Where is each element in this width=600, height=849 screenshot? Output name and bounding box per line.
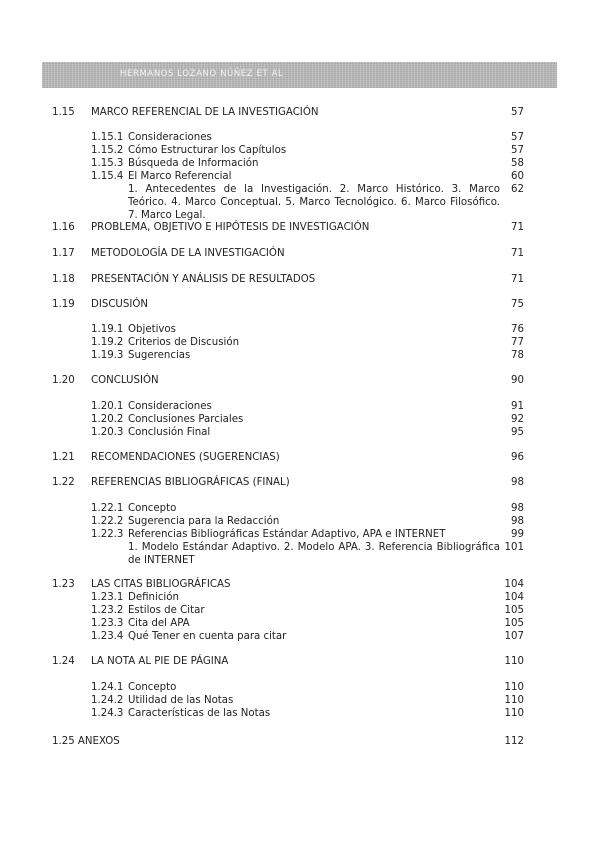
subsection-page: 60: [511, 171, 524, 182]
subsection-description: 1. Modelo Estándar Adaptivo. 2. Modelo APA. 3. Referencia Bibliográfica de INTERNET: [128, 542, 500, 566]
subsection-page: 110: [504, 708, 524, 719]
subsection-description: 1. Antecedentes de la Investigación. 2. Marco Histórico. 3. Marco Teórico. 4. Marco Conceptual. 5. Marco Tecnológico. 6. Marco Filosófico. 7. Marco Legal.: [128, 184, 500, 221]
running-head: HERMANOS LOZANO NÚÑEZ ET AL: [120, 69, 284, 79]
subsection-page: 91: [511, 401, 524, 412]
subsection-number: 1.23.1: [91, 592, 124, 603]
section-page: 110: [504, 656, 524, 667]
subsection-number: 1.19.1: [91, 324, 124, 335]
section-title: PROBLEMA, OBJETIVO E HIPÓTESIS DE INVESTIGACIÓN: [91, 222, 370, 233]
subsection-number: 1.22.3: [91, 529, 124, 540]
section-page: 104: [504, 579, 524, 590]
subsection-number: 1.15.4: [91, 171, 124, 182]
subsection-title: Utilidad de las Notas: [128, 695, 234, 706]
section-page: 90: [511, 375, 524, 386]
subsection-title: Referencias Bibliográficas Estándar Adaptivo, APA e INTERNET: [128, 529, 446, 540]
section-title: PRESENTACIÓN Y ANÁLISIS DE RESULTADOS: [91, 274, 316, 285]
subsection-page: 78: [511, 350, 524, 361]
section-number: 1.16: [52, 222, 75, 233]
subsection-page: 104: [504, 592, 524, 603]
subsection-number: 1.15.3: [91, 158, 124, 169]
subsection-title: Consideraciones: [128, 401, 212, 412]
section-number: 1.17: [52, 248, 75, 259]
subsection-title: El Marco Referencial: [128, 171, 232, 182]
subsection-title: Sugerencia para la Redacción: [128, 516, 280, 527]
section-number: 1.19: [52, 299, 75, 310]
subsection-number: 1.24.3: [91, 708, 124, 719]
section-anexos: 1.25 ANEXOS: [52, 736, 120, 747]
section-page: 57: [511, 107, 524, 118]
subsection-page: 58: [511, 158, 524, 169]
subsection-page: 76: [511, 324, 524, 335]
subsection-number: 1.20.3: [91, 427, 124, 438]
subsection-title: Sugerencias: [128, 350, 191, 361]
subsection-title: Concepto: [128, 682, 177, 693]
subsection-title: Consideraciones: [128, 132, 212, 143]
section-title: METODOLOGÍA DE LA INVESTIGACIÓN: [91, 248, 285, 259]
subsection-number: 1.20.1: [91, 401, 124, 412]
section-page: 98: [511, 477, 524, 488]
subsection-page: 98: [511, 516, 524, 527]
section-page: 71: [511, 274, 524, 285]
section-title: LA NOTA AL PIE DE PÁGINA: [91, 656, 229, 667]
subsection-title: Características de las Notas: [128, 708, 271, 719]
subsection-page: 99: [511, 529, 524, 540]
subsection-number: 1.24.2: [91, 695, 124, 706]
subsection-title: Conclusión Final: [128, 427, 211, 438]
section-title: MARCO REFERENCIAL DE LA INVESTIGACIÓN: [91, 107, 319, 118]
section-page: 112: [504, 736, 524, 747]
section-number: 1.23: [52, 579, 75, 590]
subsection-number: 1.20.2: [91, 414, 124, 425]
subsection-page: 105: [504, 618, 524, 629]
subsection-title: Objetivos: [128, 324, 176, 335]
subsection-title: Definición: [128, 592, 179, 603]
description-page: 62: [511, 184, 524, 195]
subsection-number: 1.15.2: [91, 145, 124, 156]
subsection-number: 1.19.3: [91, 350, 124, 361]
section-page: 75: [511, 299, 524, 310]
subsection-title: Qué Tener en cuenta para citar: [128, 631, 287, 642]
section-title: LAS CITAS BIBLIOGRÁFICAS: [91, 579, 231, 590]
section-number: 1.20: [52, 375, 75, 386]
description-page: 101: [504, 542, 524, 553]
section-number: 1.18: [52, 274, 75, 285]
subsection-title: Búsqueda de Información: [128, 158, 259, 169]
subsection-title: Cita del APA: [128, 618, 190, 629]
section-title: REFERENCIAS BIBLIOGRÁFICAS (FINAL): [91, 477, 290, 488]
section-title: DISCUSIÓN: [91, 299, 148, 310]
subsection-page: 77: [511, 337, 524, 348]
running-header-band: [42, 62, 557, 88]
subsection-page: 57: [511, 132, 524, 143]
section-title: CONCLUSIÓN: [91, 375, 159, 386]
subsection-number: 1.15.1: [91, 132, 124, 143]
subsection-page: 110: [504, 682, 524, 693]
subsection-page: 107: [504, 631, 524, 642]
section-page: 96: [511, 452, 524, 463]
subsection-number: 1.23.2: [91, 605, 124, 616]
subsection-title: Conclusiones Parciales: [128, 414, 244, 425]
subsection-page: 57: [511, 145, 524, 156]
subsection-number: 1.22.1: [91, 503, 124, 514]
section-title: RECOMENDACIONES (SUGERENCIAS): [91, 452, 280, 463]
subsection-page: 98: [511, 503, 524, 514]
section-page: 71: [511, 222, 524, 233]
section-page: 71: [511, 248, 524, 259]
subsection-title: Criterios de Discusión: [128, 337, 240, 348]
subsection-page: 95: [511, 427, 524, 438]
subsection-number: 1.23.4: [91, 631, 124, 642]
section-number: 1.21: [52, 452, 75, 463]
subsection-number: 1.23.3: [91, 618, 124, 629]
section-number: 1.22: [52, 477, 75, 488]
subsection-page: 92: [511, 414, 524, 425]
subsection-number: 1.19.2: [91, 337, 124, 348]
section-number: 1.15: [52, 107, 75, 118]
subsection-title: Estilos de Citar: [128, 605, 205, 616]
subsection-title: Cómo Estructurar los Capítulos: [128, 145, 287, 156]
subsection-number: 1.24.1: [91, 682, 124, 693]
section-number: 1.24: [52, 656, 75, 667]
subsection-page: 105: [504, 605, 524, 616]
subsection-number: 1.22.2: [91, 516, 124, 527]
subsection-page: 110: [504, 695, 524, 706]
subsection-title: Concepto: [128, 503, 177, 514]
